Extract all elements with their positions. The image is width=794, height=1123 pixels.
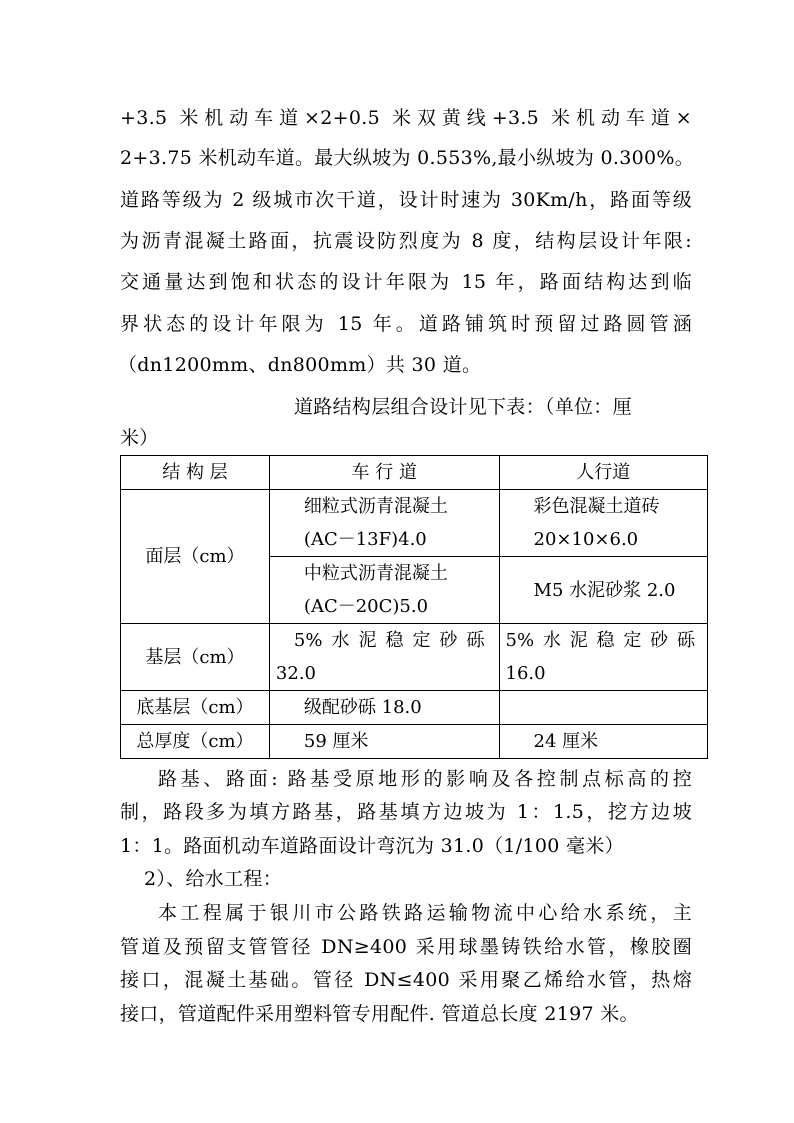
row-label-surface-layer: 面层（cm） xyxy=(121,490,270,624)
table-cell: 59 厘米 xyxy=(269,725,499,759)
row-label-base-layer: 基层（cm） xyxy=(121,624,270,691)
text-line: 2+3.75 米机动车道。最大纵坡为 0.553%,最小纵坡为 0.300%。 xyxy=(120,147,695,169)
text-line: 路基、路面: 路基受原地形的影响及各控制点标高的控 xyxy=(158,768,692,790)
table-cell: 5%水泥稳定砂砾 32.0 xyxy=(269,624,499,691)
table-row xyxy=(121,691,708,725)
table-row xyxy=(121,490,708,557)
text-line: 道路等级为 2 级城市次干道，设计时速为 30Km/h，路面等级 xyxy=(120,189,692,211)
table-cell: 中粒式沥青混凝土 (AC－20C)5.0 xyxy=(269,557,499,624)
table-cell: 5%水泥稳定砂砾 16.0 xyxy=(499,624,707,691)
text-line: 界状态的设计年限为 15 年。道路铺筑时预留过路圆管涵 xyxy=(120,313,692,335)
table-caption-continued: 米） xyxy=(120,427,159,449)
text-line: 1：1。路面机动车道路面设计弯沉为 31.0（1/100 毫米） xyxy=(120,835,624,857)
table-cell: 24 厘米 xyxy=(499,725,707,759)
table-cell: M5 水泥砂浆 2.0 xyxy=(499,557,707,624)
header-cell-roadway: 车 行 道 xyxy=(269,456,499,490)
header-cell-structure-layer: 结 构 层 xyxy=(121,456,270,490)
header-cell-sidewalk: 人行道 xyxy=(499,456,707,490)
text-line: （dn1200mm、dn800mm）共 30 道。 xyxy=(118,354,482,376)
table-cell: 级配砂砾 18.0 xyxy=(269,691,499,725)
table-caption: 道路结构层组合设计见下表：（单位：厘 xyxy=(294,396,632,418)
table-row xyxy=(121,725,708,759)
text-line: 管道及预留支管管径 DN≥400 采用球墨铸铁给水管，橡胶圈 xyxy=(120,936,692,958)
text-line: 为沥青混凝土路面，抗震设防烈度为 8 度，结构层设计年限: xyxy=(120,230,692,252)
row-label-total-thickness: 总厚度（cm） xyxy=(121,725,270,759)
text-line: 接口，管道配件采用塑料管专用配件. 管道总长度 2197 米。 xyxy=(120,1003,639,1025)
table-header-row xyxy=(121,456,708,490)
table-cell: 彩色混凝土道砖 20×10×6.0 xyxy=(499,490,707,557)
text-line: 交通量达到饱和状态的设计年限为 15 年，路面结构达到临 xyxy=(120,271,692,293)
table-cell xyxy=(499,691,707,725)
section-heading: 2）、给水工程： xyxy=(144,868,282,890)
row-label-subbase-layer: 底基层（cm） xyxy=(121,691,270,725)
table-row xyxy=(121,624,708,691)
text-line: 本工程属于银川市公路铁路运输物流中心给水系统，主 xyxy=(158,902,692,924)
text-line: 制，路段多为填方路基，路基填方边坡为 1：1.5，挖方边坡 xyxy=(120,801,692,823)
text-line: 接口，混凝土基础。管径 DN≤400 采用聚乙烯给水管，热熔 xyxy=(120,969,692,991)
table-cell: 细粒式沥青混凝土 (AC－13F)4.0 xyxy=(269,490,499,557)
road-structure-table xyxy=(120,455,708,759)
text-line: +3.5 米机动车道×2+0.5 米双黄线+3.5 米机动车道× xyxy=(120,107,692,129)
